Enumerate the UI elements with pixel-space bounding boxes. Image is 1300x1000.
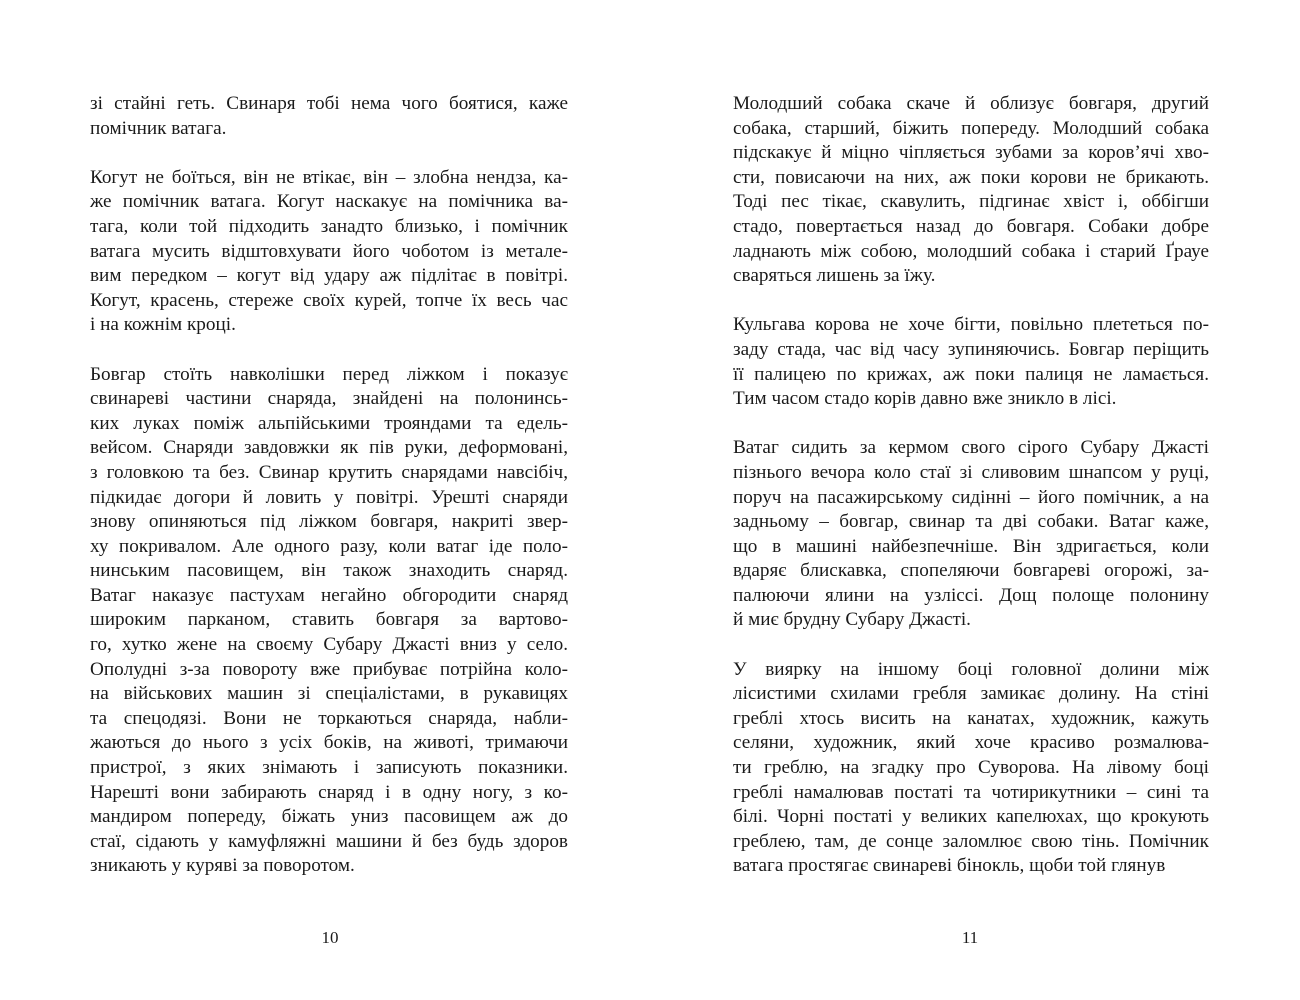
text-line: жаються до нього з усіх боків, на животі, тримаючи (90, 732, 568, 754)
text-line: Когут, красень, стереже своїх курей, топче їх весь час (90, 289, 568, 311)
paragraph (90, 363, 568, 879)
paragraph-gap (90, 141, 568, 166)
text-line: ватага мусить відштовхувати його чоботом із метале- (90, 240, 568, 262)
text-line: же помічник ватага. Когут наскакує на помічника ва- (90, 191, 568, 213)
paragraph (733, 658, 1209, 879)
text-line: Тим часом стадо корів давно вже зникло в лісі. (733, 388, 1117, 410)
text-line: на військових машин зі спеціалістами, в рукавицях (90, 683, 568, 705)
text-line: ху покривалом. Але одного разу, коли ватаг іде поло- (90, 535, 568, 557)
text-line: греблі намалював постаті та чотирикутники – сині та (733, 781, 1209, 803)
text-line: селяни, художник, який хоче красиво розмалюва- (733, 732, 1209, 754)
text-line: пристрої, з яких знімають і записують показники. (90, 757, 568, 779)
text-line: білі. Чорні постаті у великих капелюхах, що крокують (733, 806, 1209, 828)
text-line: зі стайні геть. Свинаря тобі нема чого боятися, каже (90, 93, 568, 114)
text-line: пізнього вечора коло стаї зі сливовим шнапсом у руці, (733, 461, 1209, 483)
paragraph-gap (90, 338, 568, 363)
text-line: Бовгар стоїть навколішки перед ліжком і показує (90, 363, 568, 385)
text-line: вдаряє блискавка, спопеляючи бовгареві огорожі, за- (733, 560, 1209, 582)
text-line: го, хутко жене на своєму Субару Джасті вниз у село. (90, 634, 568, 656)
paragraph-gap (733, 412, 1209, 437)
text-line: її палицею по крижах, аж поки палиця не ламається. (733, 363, 1209, 385)
left-page-text (90, 92, 568, 879)
text-line: вим передком – когут від удару аж підлітає в повітрі. (90, 265, 568, 287)
text-line: Молодший собака скаче й облизує бовгаря, другий (733, 93, 1209, 114)
text-line: ватага простягає свинареві бінокль, щоби той глянув (733, 855, 1166, 877)
text-line: широким парканом, ставить бовгаря за вартово- (90, 609, 568, 631)
page-number-left: 10 (321, 928, 339, 947)
paragraph (90, 166, 568, 338)
paragraph-gap (733, 633, 1209, 658)
text-line: й миє брудну Субару Джасті. (733, 609, 971, 631)
text-line: та спецодязі. Вони не торкаються снаряда, набли- (90, 707, 568, 729)
paragraph-gap (733, 289, 1209, 314)
text-line: мандиром попереду, біжать униз пасовищем аж до (90, 806, 568, 828)
text-line: Ватаг наказує пастухам негайно обгородити снаряд (90, 584, 568, 606)
text-line: У виярку на іншому боці головної долини між (733, 658, 1209, 680)
right-page (650, 0, 1300, 1000)
text-line: палюючи ялини на узліссі. Дощ полоще полонину (733, 584, 1209, 606)
text-line: підкидає догори й ловить у повітрі. Урешті снаряди (90, 486, 568, 508)
text-line: ти греблю, на згадку про Суворова. На лівому боці (733, 757, 1209, 779)
text-line: задньому – бовгар, свинар та дві собаки. Ватаг каже, (733, 511, 1209, 533)
paragraph (733, 313, 1209, 411)
text-line: Когут не боїться, він не втікає, він – злобна нендза, ка- (90, 166, 568, 188)
text-line: поруч на пасажирському сидінні – його помічник, а на (733, 486, 1209, 508)
text-line: Кульгава корова не хоче бігти, повільно плететься по- (733, 314, 1209, 336)
text-line: знову опиняються під ліжком бовгаря, накриті звер- (90, 511, 568, 533)
text-line: зникають у куряві за поворотом. (90, 855, 355, 877)
text-line: Тоді пес тікає, скавулить, підгинає хвіст і, оббігши (733, 191, 1209, 213)
text-line: помічник ватага. (90, 117, 227, 139)
text-line: ких луках поміж альпійськими трояндами та едель- (90, 412, 568, 434)
text-line: греблею, там, де сонце заломлює свою тінь. Помічник (733, 830, 1209, 852)
text-line: сти, повисаючи на них, аж поки корови не брикають. (733, 166, 1209, 188)
text-line: підскакує й міцно чіпляється зубами за коров’ячі хво- (733, 142, 1209, 164)
text-line: ладнають між собою, молодший собака і старий Ґрауе (733, 240, 1209, 262)
text-line: Ватаг сидить за кермом свого сірого Субару Джасті (733, 437, 1209, 459)
text-line: греблі хтось висить на канатах, художник, кажуть (733, 707, 1209, 729)
paragraph (90, 92, 568, 141)
text-line: вейсом. Снаряди завдовжки як пів руки, деформовані, (90, 437, 568, 459)
text-line: свинареві частини снаряда, знайдені на полонинсь- (90, 388, 568, 410)
paragraph (733, 436, 1209, 633)
text-line: Опoлудні з-за повороту вже прибуває потрійна коло- (90, 658, 568, 680)
text-line: що в машині найбезпечніше. Він здригається, коли (733, 535, 1209, 557)
text-line: сваряться лишень за їжу. (733, 265, 936, 287)
text-line: тага, коли той підходить занадто близько, і помічник (90, 215, 568, 237)
text-line: Нарешті вони забирають снаряд і в одну ногу, з ко- (90, 781, 568, 803)
right-page-text (733, 92, 1209, 879)
text-line: заду стада, час від часу зупиняючись. Бовгар періщить (733, 338, 1209, 360)
text-line: стаї, сідають у камуфляжні машини й без будь здоров (90, 830, 568, 852)
text-line: стадо, повертається назад до бовгаря. Собаки добре (733, 215, 1209, 237)
text-line: нинським пасовищем, він також знаходить снаряд. (90, 560, 568, 582)
text-line: з головкою та без. Свинар крутить снарядами навсібіч, (90, 461, 568, 483)
page-number-right: 11 (961, 928, 979, 947)
paragraph (733, 92, 1209, 289)
text-line: лісистими схилами гребля замикає долину. На стіні (733, 683, 1209, 705)
text-line: собака, старший, біжить попереду. Молодший собака (733, 117, 1209, 139)
text-line: і на кожнім кроці. (90, 314, 236, 336)
